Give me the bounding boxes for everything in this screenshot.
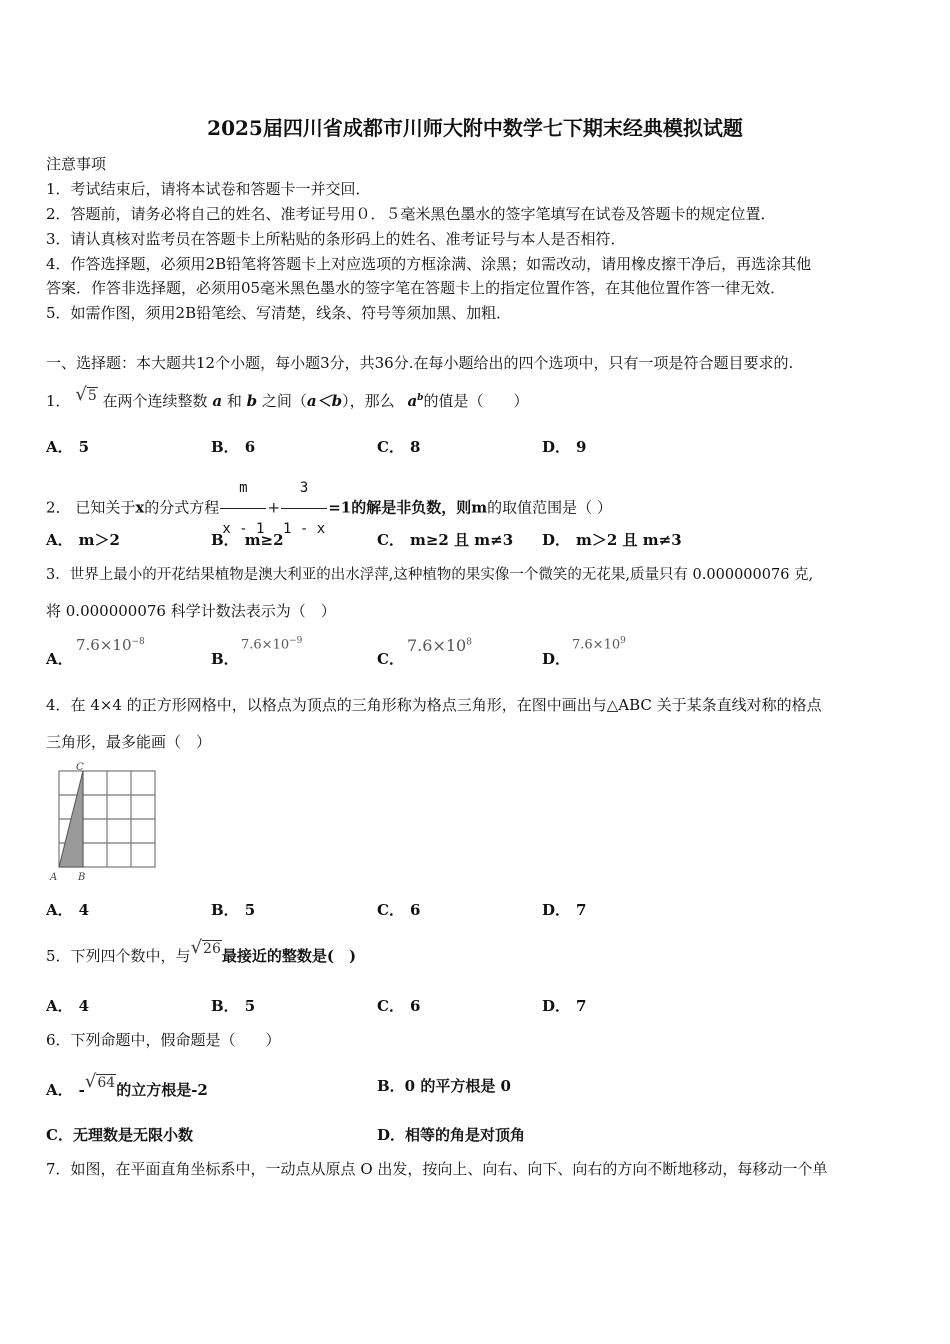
question-3-line-1: 3．世界上最小的开花结果植物是澳大利亚的出水浮萍,这种植物的果实像一个微笑的无花果,质量只有 0.000000076 克,	[46, 567, 814, 583]
page-title: 2025届四川省成都市川师大附中数学七下期末经典模拟试题	[207, 116, 743, 140]
fraction: $\frac{3}{1 - x}$	[281, 468, 327, 549]
question-number: 1．	[46, 392, 71, 410]
question-4-line-2: 三角形，最多能画（ ）	[46, 733, 212, 751]
section-heading: 一、选择题：本大题共12个小题，每小题3分，共36分.在每小题给出的四个选项中，只有一项是符合题目要求的.	[46, 354, 794, 372]
option-a[interactable]: A． 5	[46, 438, 90, 456]
option-d[interactable]: D． 7	[542, 901, 587, 919]
option-d[interactable]: D．相等的角是对顶角	[377, 1126, 526, 1144]
option-a[interactable]: A． $7.6\times 10^{-8}$	[46, 636, 145, 668]
notice-item: 3．请认真核对监考员在答题卡上所粘贴的条形码上的姓名、准考证号与本人是否相符．	[46, 230, 626, 248]
option-a[interactable]: A． m＞2	[46, 531, 120, 549]
notice-item: 4．作答选择题，必须用2B铅笔将答题卡上对应选项的方框涂满、涂黑；如需改动，请用橡皮擦干净后，再选涂其他	[46, 255, 812, 273]
notice-heading: 注意事项	[46, 155, 107, 173]
label-c: C	[76, 762, 84, 773]
label-b: B	[78, 872, 86, 883]
option-b[interactable]: B． $7.6\times 10^{-9}$	[211, 636, 303, 668]
fraction: $\frac{m}{x - 1}$	[220, 468, 266, 549]
sci-notation: $7.6\times 10^8$	[407, 636, 472, 655]
question-5: 5．下列四个数中，与√26最接近的整数是( )	[46, 930, 356, 974]
option-a[interactable]: A． -√64的立方根是-2	[46, 1062, 208, 1110]
sqrt-expression: √5	[75, 384, 97, 405]
option-c[interactable]: C． 6	[377, 997, 421, 1015]
option-c[interactable]: C． m≥2 且 m≠3	[377, 531, 514, 549]
power-expression: $a^b$	[407, 392, 424, 410]
option-d[interactable]: D． 9	[542, 438, 587, 456]
option-a[interactable]: A． 4	[46, 901, 90, 919]
notice-item: 5．如需作图，须用2B铅笔绘、写清楚，线条、符号等须加黑、加粗．	[46, 304, 512, 322]
notice-item: 答案．作答非选择题，必须用05毫米黑色墨水的签字笔在答题卡上的指定位置作答，在其他位置作答一律无效．	[46, 279, 786, 297]
notice-item: 1．考试结束后，请将本试卷和答题卡一并交回．	[46, 180, 371, 198]
option-c[interactable]: C．无理数是无限小数	[46, 1126, 193, 1144]
option-d[interactable]: D． m＞2 且 m≠3	[542, 531, 682, 549]
option-a[interactable]: A． 4	[46, 997, 90, 1015]
option-c[interactable]: C． 6	[377, 901, 421, 919]
sci-notation: $7.6\times 10^9$	[572, 636, 626, 653]
question-7: 7．如图，在平面直角坐标系中，一动点从原点 O 出发，按向上、向右、向下、向右的方向不断地移动，每移动一个单	[46, 1160, 828, 1178]
option-b[interactable]: B． 5	[211, 997, 256, 1015]
option-c[interactable]: C． $7.6\times 10^8$	[377, 636, 472, 668]
question-3-line-2: 将 0.000000076 科学计数法表示为（ ）	[46, 602, 336, 620]
sci-notation: $7.6\times 10^{-8}$	[76, 636, 145, 654]
sqrt-expression: √64	[84, 1071, 116, 1092]
option-d[interactable]: D． 7	[542, 997, 587, 1015]
option-b[interactable]: B． m≥2	[211, 531, 284, 549]
option-c[interactable]: C． 8	[377, 438, 421, 456]
grid-figure	[46, 758, 162, 886]
option-b[interactable]: B． 6	[211, 438, 256, 456]
option-d[interactable]: D． $7.6\times 10^9$	[542, 636, 626, 668]
question-1: 1． √5 在两个连续整数 a 和 b 之间（a＜b），那么 $a^b$的值是（ ）	[46, 378, 528, 418]
question-4-line-1: 4．在 4×4 的正方形网格中，以格点为顶点的三角形称为格点三角形，在图中画出与△ABC 关于某条直线对称的格点	[46, 696, 822, 714]
option-b[interactable]: B． 5	[211, 901, 256, 919]
label-a: A	[50, 872, 58, 883]
sqrt-expression: √26	[190, 937, 221, 958]
question-2: 2． 已知关于x的分式方程 $\frac{m}{x - 1}$ + $\frac{3}{1 - x}$ =1的解是非负数，则m的取值范围是（ ）	[46, 468, 612, 549]
option-b[interactable]: B．0 的平方根是 0	[377, 1077, 511, 1095]
sci-notation: $7.6\times 10^{-9}$	[241, 636, 303, 653]
question-6: 6．下列命题中，假命题是（ ）	[46, 1031, 281, 1049]
notice-item: 2．答题前，请务必将自己的姓名、准考证号用０．５毫米黑色墨水的签字笔填写在试卷及答题卡的规定位置．	[46, 205, 776, 223]
